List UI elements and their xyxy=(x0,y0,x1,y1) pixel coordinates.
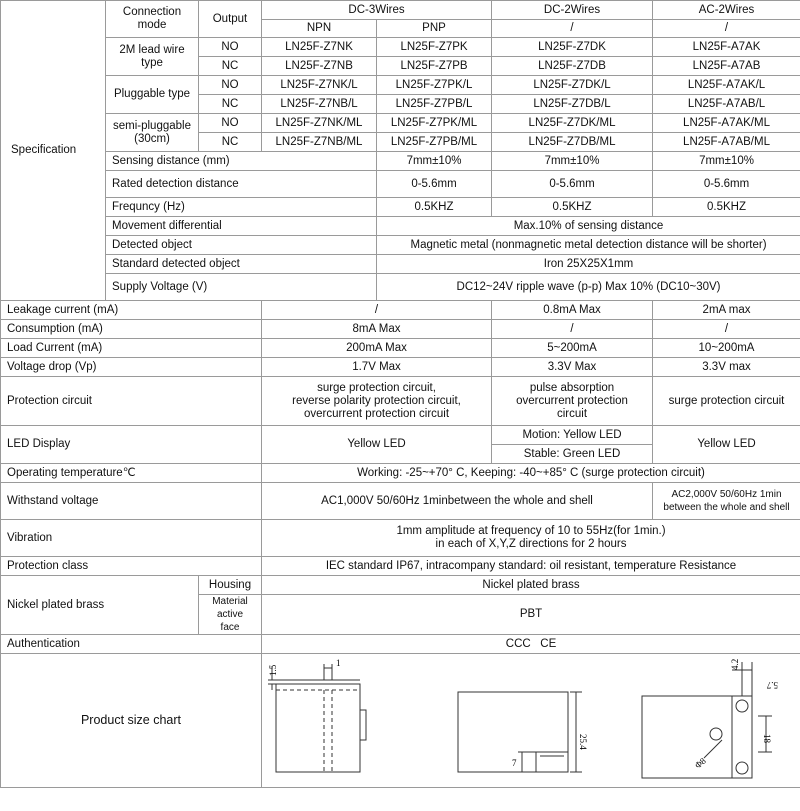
detected-object-value: Magnetic metal (nonmagnetic metal detection distance will be shorter) xyxy=(377,236,800,255)
sensing-distance-label: Sensing distance (mm) xyxy=(106,152,377,171)
type-lead-wire: 2M lead wire type xyxy=(106,38,199,76)
protection-dc3-line: surge protection circuit, xyxy=(317,381,436,394)
side-view-drawing xyxy=(264,656,424,784)
size-chart-drawings xyxy=(262,654,800,788)
rated-dc2: 0-5.6mm xyxy=(653,171,800,198)
protection-dc2 xyxy=(492,377,653,426)
ac2-subheader: / xyxy=(653,20,800,38)
dim-phi-label: Φ8 xyxy=(692,755,708,771)
operating-temperature-value: Working: -25~+70° C, Keeping: -40~+85° C (surge protection circuit) xyxy=(262,464,800,483)
model-cell: LN25F-Z7PB/ML xyxy=(377,133,492,152)
model-cell: LN25F-Z7DB/L xyxy=(492,95,653,114)
active-face-line: Material xyxy=(212,596,248,607)
top-view-drawing xyxy=(632,656,792,784)
sensing-npn: 7mm±10% xyxy=(377,152,492,171)
active-face-value: PBT xyxy=(262,595,800,635)
movement-differential-value: Max.10% of sensing distance xyxy=(377,217,800,236)
authentication-value: CCC CE xyxy=(262,635,800,654)
type-semi-pluggable: semi-pluggable (30cm) xyxy=(106,114,199,152)
output-cell: NC xyxy=(199,95,262,114)
load-ac2: 10~200mA xyxy=(653,339,800,358)
active-face-label xyxy=(199,595,262,635)
housing-label: Housing xyxy=(199,576,262,595)
model-cell: LN25F-A7AK/ML xyxy=(653,114,800,133)
dim-1-label: 1 xyxy=(336,658,341,668)
withstand-voltage-ac xyxy=(653,483,800,520)
protection-class-label: Protection class xyxy=(1,557,262,576)
ac2-header: AC-2Wires xyxy=(653,1,800,20)
dim-18-label: 18 xyxy=(762,734,772,743)
rated-npn: 0-5.6mm xyxy=(377,171,492,198)
voltage-drop-label: Voltage drop (Vp) xyxy=(1,358,262,377)
frequency-dc2: 0.5KHZ xyxy=(653,198,800,217)
model-cell: LN25F-Z7PK/ML xyxy=(377,114,492,133)
dim-1-5-label: 1.5 xyxy=(268,664,278,676)
dim-4-2-label: 4.2 xyxy=(730,658,740,670)
dim-5-7-label: 5.7 xyxy=(766,680,778,690)
sensing-dc2: 7mm±10% xyxy=(653,152,800,171)
model-cell: LN25F-Z7DK/ML xyxy=(492,114,653,133)
withstand-ac-line: between the whole and shell xyxy=(663,502,790,513)
operating-temperature-label: Operating temperature℃ xyxy=(1,464,262,483)
model-cell: LN25F-Z7DK/L xyxy=(492,76,653,95)
frequency-label: Frequncy (Hz) xyxy=(106,198,377,217)
material-label: Nickel plated brass xyxy=(1,576,199,635)
protection-dc3 xyxy=(262,377,492,426)
model-cell: LN25F-A7AK/L xyxy=(653,76,800,95)
standard-object-value: Iron 25X25X1mm xyxy=(377,255,800,274)
drop-dc2: 3.3V Max xyxy=(492,358,653,377)
withstand-voltage-label: Withstand voltage xyxy=(1,483,262,520)
protection-ac2: surge protection circuit xyxy=(653,377,800,426)
model-cell: LN25F-Z7DK xyxy=(492,38,653,57)
model-cell: LN25F-A7AB/ML xyxy=(653,133,800,152)
led-dc3: Yellow LED xyxy=(262,426,492,464)
protection-dc2-line: circuit xyxy=(557,407,588,420)
protection-dc3-line: overcurrent protection circuit xyxy=(303,407,450,420)
drawings-area xyxy=(262,654,800,786)
sensing-pnp: 7mm±10% xyxy=(492,152,653,171)
housing-value: Nickel plated brass xyxy=(262,576,800,595)
drop-dc3: 1.7V Max xyxy=(262,358,492,377)
model-cell: LN25F-Z7NB/L xyxy=(262,95,377,114)
led-display-label: LED Display xyxy=(1,426,262,464)
output-cell: NO xyxy=(199,38,262,57)
active-face-line: active xyxy=(216,609,244,620)
vibration-label: Vibration xyxy=(1,520,262,557)
output-cell: NO xyxy=(199,76,262,95)
protection-dc2-line: overcurrent protection xyxy=(516,394,628,407)
size-chart-label: Product size chart xyxy=(1,654,262,788)
consumption-dc2: / xyxy=(492,320,653,339)
dim-7-label: 7 xyxy=(512,758,517,768)
consumption-label: Consumption (mA) xyxy=(1,320,262,339)
model-cell: LN25F-Z7NB/ML xyxy=(262,133,377,152)
leakage-dc2: 0.8mA Max xyxy=(492,301,653,320)
output-cell: NO xyxy=(199,114,262,133)
model-cell: LN25F-Z7NB xyxy=(262,57,377,76)
model-cell: LN25F-Z7NK/L xyxy=(262,76,377,95)
load-dc3: 200mA Max xyxy=(262,339,492,358)
vibration-line: 1mm amplitude at frequency of 10 to 55Hz(for 1min.) xyxy=(396,525,666,537)
model-cell: LN25F-Z7PK/L xyxy=(377,76,492,95)
output-cell: NC xyxy=(199,57,262,76)
withstand-voltage-dc: AC1,000V 50/60Hz 1minbetween the whole and shell xyxy=(262,483,653,520)
protection-circuit-label: Protection circuit xyxy=(1,377,262,426)
protection-dc3-line: reverse polarity protection circuit, xyxy=(292,394,461,407)
drop-ac2: 3.3V max xyxy=(653,358,800,377)
dc2-header: DC-2Wires xyxy=(492,1,653,20)
active-face-line: face xyxy=(220,622,240,633)
consumption-dc3: 8mA Max xyxy=(262,320,492,339)
leakage-ac2: 2mA max xyxy=(653,301,800,320)
supply-voltage-dc: DC12~24V ripple wave (p-p) Max 10% (DC10~30V) xyxy=(377,274,800,301)
rated-distance-label: Rated detection distance xyxy=(106,171,377,198)
output-header: Output xyxy=(199,1,262,38)
front-view-drawing xyxy=(452,656,602,784)
type-pluggable: Pluggable type xyxy=(106,76,199,114)
dc2-subheader: / xyxy=(492,20,653,38)
model-cell: LN25F-Z7NK xyxy=(262,38,377,57)
model-cell: LN25F-Z7DB/ML xyxy=(492,133,653,152)
leakage-current-label: Leakage current (mA) xyxy=(1,301,262,320)
consumption-ac2: / xyxy=(653,320,800,339)
frequency-pnp: 0.5KHZ xyxy=(492,198,653,217)
npn-header: NPN xyxy=(262,20,377,38)
withstand-ac-line: AC2,000V 50/60Hz 1min xyxy=(671,489,782,500)
vibration-value xyxy=(262,520,800,557)
model-cell: LN25F-Z7DB xyxy=(492,57,653,76)
connection-mode-header: Connection mode xyxy=(106,1,199,38)
model-cell: LN25F-A7AB xyxy=(653,57,800,76)
model-cell: LN25F-Z7NK/ML xyxy=(262,114,377,133)
vibration-line: in each of X,Y,Z directions for 2 hours xyxy=(435,538,627,550)
specification-label: Specification xyxy=(1,1,106,301)
model-cell: LN25F-A7AK xyxy=(653,38,800,57)
output-cell: NC xyxy=(199,133,262,152)
protection-class-value: IEC standard IP67, intracompany standard: oil resistant, temperature Resistance xyxy=(262,557,800,576)
model-cell: LN25F-Z7PB/L xyxy=(377,95,492,114)
dc3-header: DC-3Wires xyxy=(262,1,492,20)
standard-object-label: Standard detected object xyxy=(106,255,377,274)
model-cell: LN25F-A7AB/L xyxy=(653,95,800,114)
dim-25-4-label: 25.4 xyxy=(578,734,588,750)
authentication-label: Authentication xyxy=(1,635,262,654)
supply-voltage-label: Supply Voltage (V) xyxy=(106,274,377,301)
model-cell: LN25F-Z7PB xyxy=(377,57,492,76)
load-current-label: Load Current (mA) xyxy=(1,339,262,358)
movement-differential-label: Movement differential xyxy=(106,217,377,236)
protection-dc2-line: pulse absorption xyxy=(529,381,615,394)
led-dc2-stable: Stable: Green LED xyxy=(492,445,653,464)
load-dc2: 5~200mA xyxy=(492,339,653,358)
led-ac2: Yellow LED xyxy=(653,426,800,464)
frequency-npn: 0.5KHZ xyxy=(377,198,492,217)
model-cell: LN25F-Z7PK xyxy=(377,38,492,57)
leakage-dc3: / xyxy=(262,301,492,320)
detected-object-label: Detected object xyxy=(106,236,377,255)
pnp-header: PNP xyxy=(377,20,492,38)
rated-pnp: 0-5.6mm xyxy=(492,171,653,198)
led-dc2-motion: Motion: Yellow LED xyxy=(492,426,653,445)
